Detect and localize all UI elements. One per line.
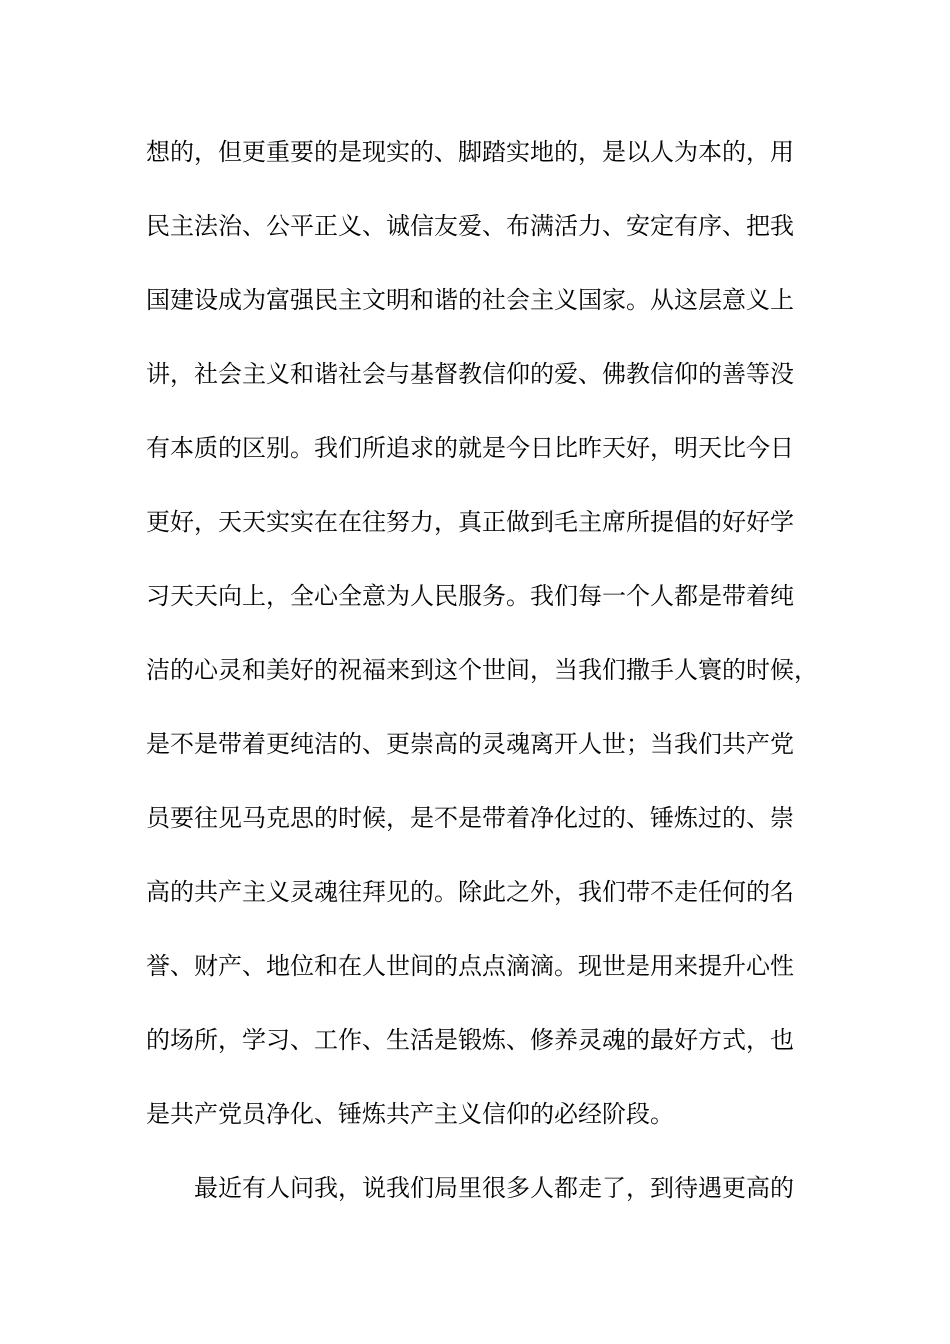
text-line: 是共产党员净化、锤炼共产主义信仰的必经阶段。 [146, 1100, 674, 1128]
text-line: 员要往见马克思的时候，是不是带着净化过的、锤炼过的、崇 [146, 804, 794, 832]
text-line: 民主法治、公平正义、诚信友爱、布满活力、安定有序、把我 [146, 212, 794, 240]
text-line: 有本质的区别。我们所追求的就是今日比昨天好，明天比今日 [146, 434, 794, 462]
text-line: 誉、财产、地位和在人世间的点点滴滴。现世是用来提升心性 [146, 952, 794, 980]
text-line: 国建设成为富强民主文明和谐的社会主义国家。从这层意义上 [146, 286, 794, 314]
text-line: 洁的心灵和美好的祝福来到这个世间，当我们撒手人寰的时候， [146, 656, 818, 684]
text-line: 高的共产主义灵魂往拜见的。除此之外，我们带不走任何的名 [146, 878, 794, 906]
text-line: 习天天向上，全心全意为人民服务。我们每一个人都是带着纯 [146, 582, 794, 610]
text-line: 更好，天天实实在在往努力，真正做到毛主席所提倡的好好学 [146, 508, 794, 536]
paragraph-start-line: 最近有人问我，说我们局里很多人都走了，到待遇更高的 [194, 1174, 794, 1202]
text-line: 讲，社会主义和谐社会与基督教信仰的爱、佛教信仰的善等没 [146, 360, 794, 388]
body-text [146, 134, 826, 1244]
text-line: 是不是带着更纯洁的、更崇高的灵魂离开人世；当我们共产党 [146, 730, 794, 758]
text-line: 想的，但更重要的是现实的、脚踏实地的，是以人为本的，用 [146, 138, 794, 166]
text-line: 的场所，学习、工作、生活是锻炼、修养灵魂的最好方式，也 [146, 1026, 794, 1054]
